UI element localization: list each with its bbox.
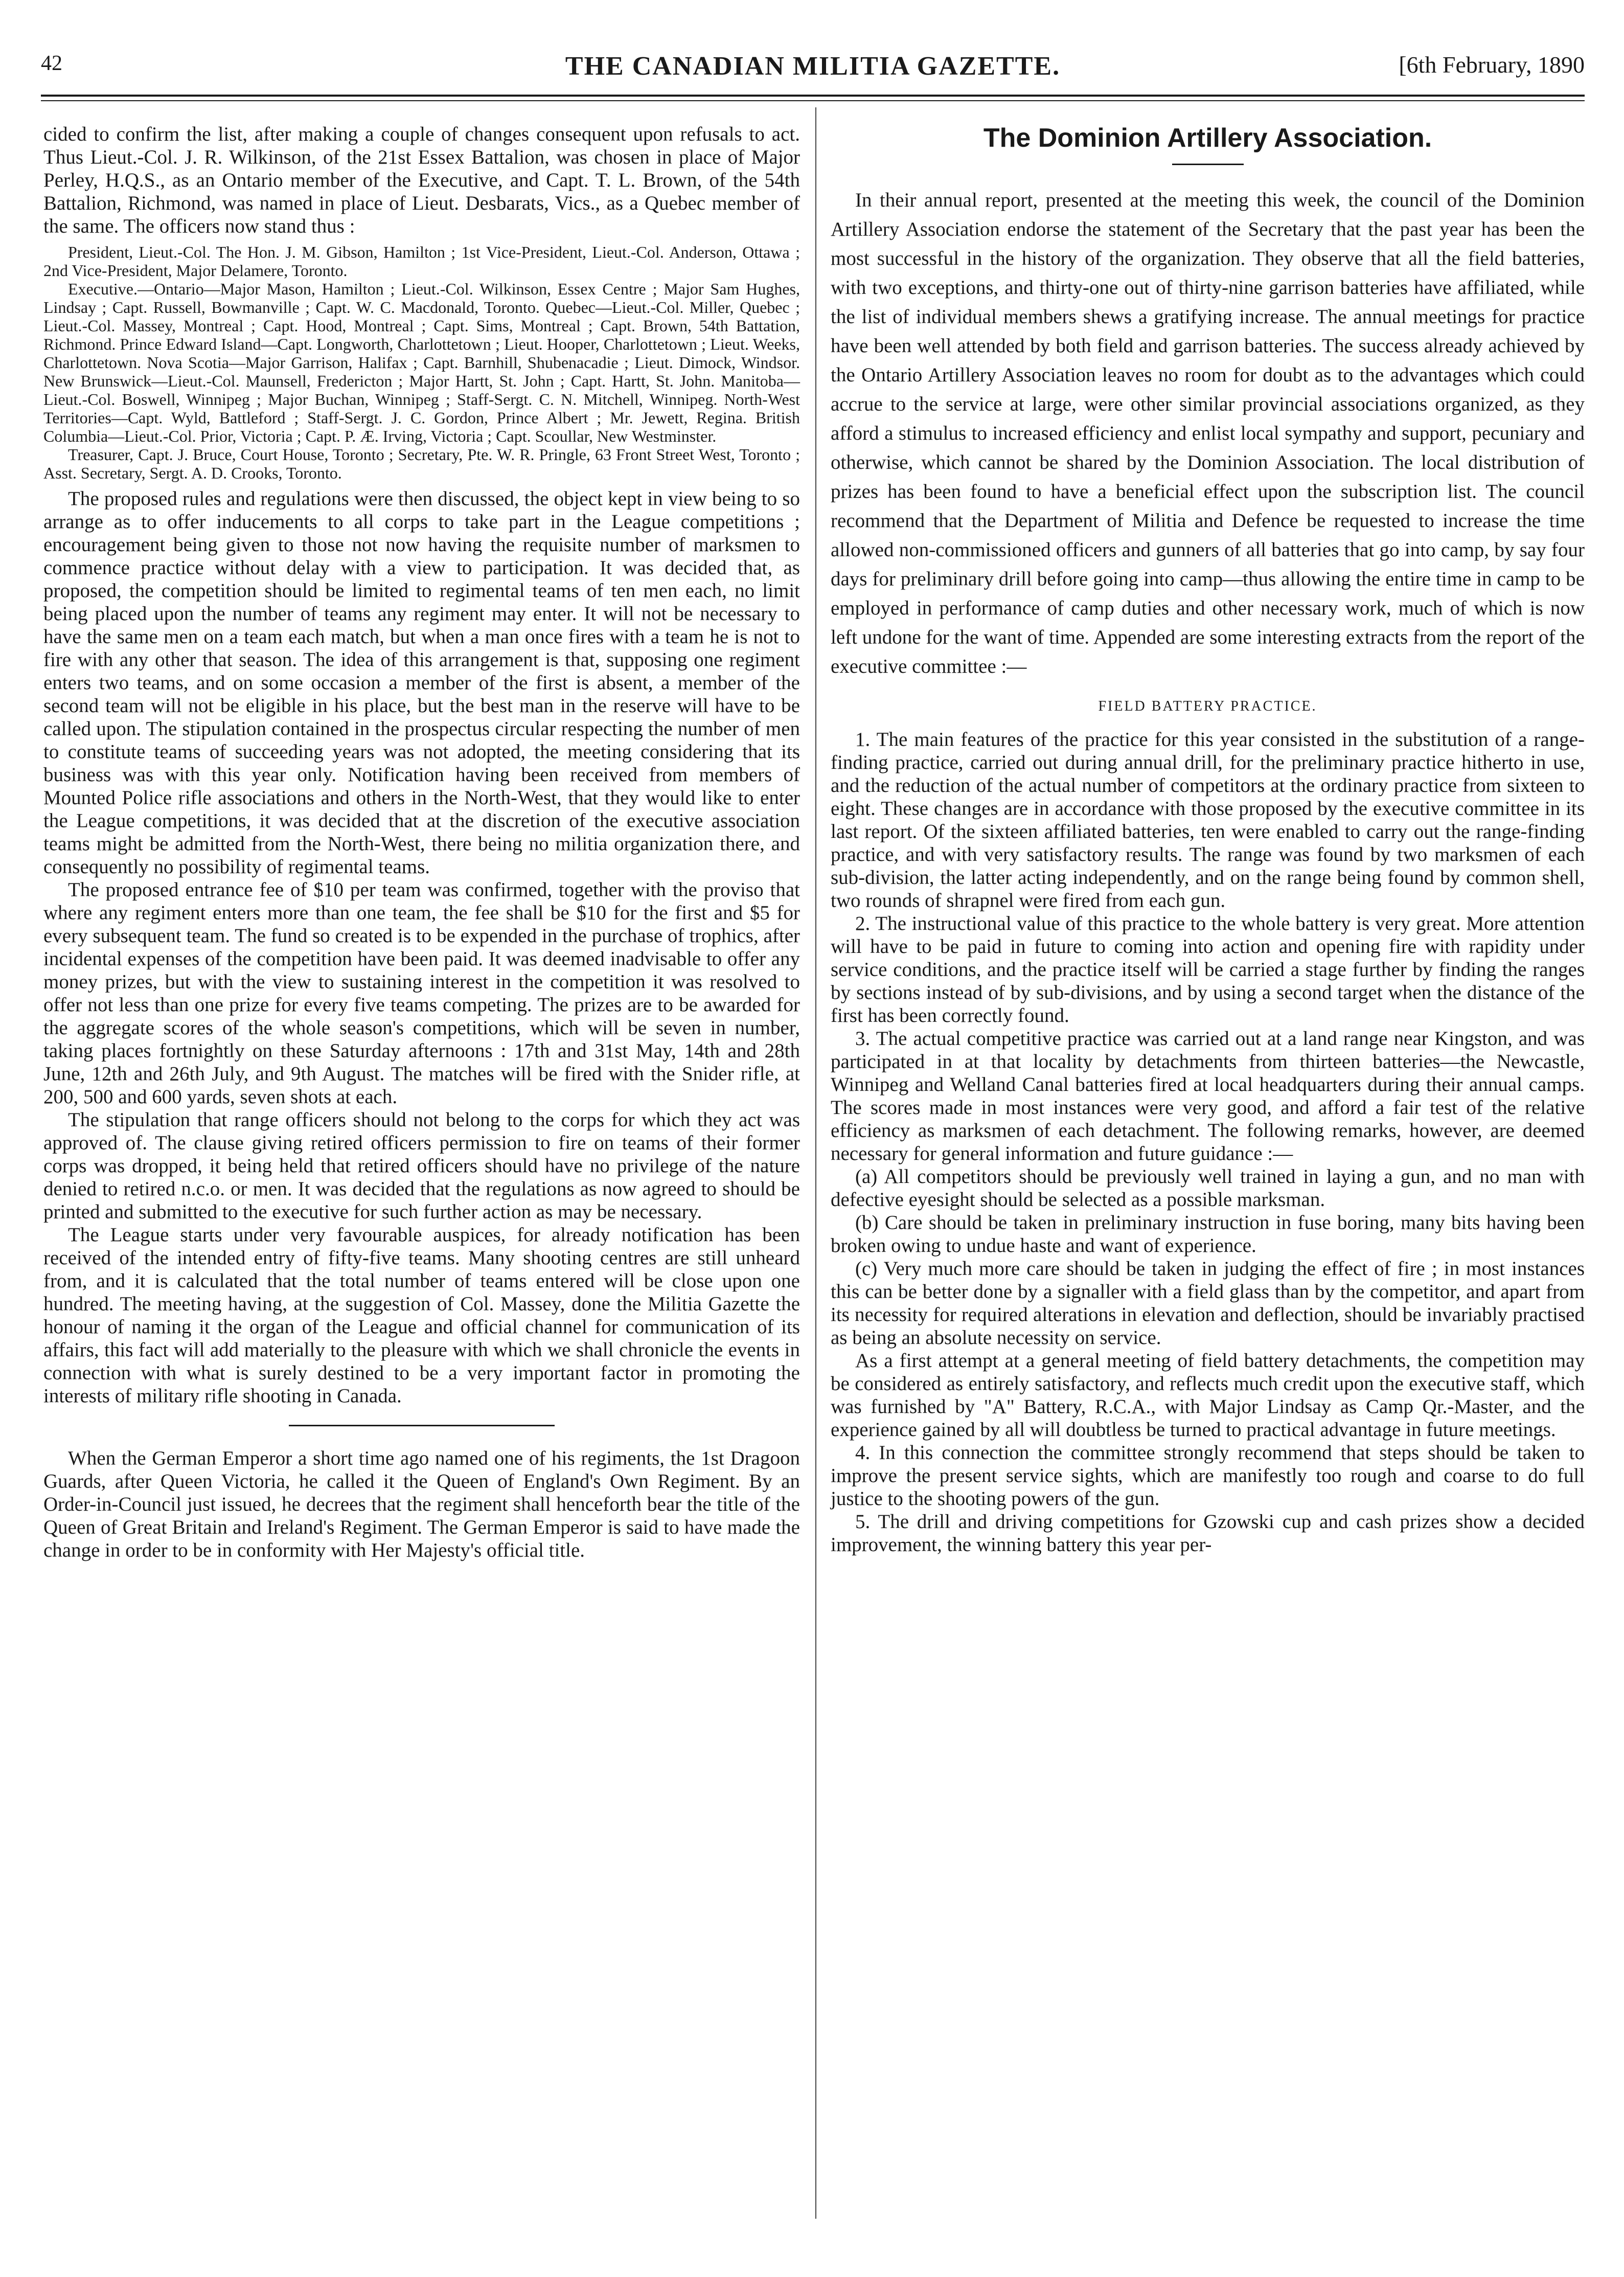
header-rule bbox=[41, 95, 1585, 97]
section-rule bbox=[289, 1425, 555, 1426]
paragraph: (b) Care should be taken in preliminary instruction in fuse boring, many bits having been broken owing to undue haste and want of experience. bbox=[831, 1212, 1585, 1257]
left-column bbox=[43, 123, 800, 1562]
paragraph: 4. In this connection the committee strongly recommend that steps should be taken to improve the present service sights, which are manifestly too rough and coarse to do full justice to the shooting powers of the gun. bbox=[831, 1442, 1585, 1510]
paragraph: (c) Very much more care should be taken in judging the effect of fire ; in most instances this can be better done by a signaller with a field glass than by the competitor, and apart from its necessity for required alterations in elevation and deflection, should be invariably practised as being an absolute necessity on service. bbox=[831, 1258, 1585, 1349]
subheading: FIELD BATTERY PRACTICE. bbox=[1098, 698, 1317, 714]
paragraph: (a) All competitors should be previously well trained in laying a gun, and no man with defective eyesight should be selected as a possible marksman. bbox=[831, 1166, 1585, 1211]
right-column bbox=[831, 123, 1585, 1556]
paragraph: cided to confirm the list, after making a couple of changes consequent upon refusals to act. Thus Lieut.-Col. J. R. Wilkinson, of the 21st Essex Battalion, was chosen in place of Major Perley, H.Q.S., as an Ontario member of the Executive, and Capt. T. L. Brown, of the 54th Battalion, Richmond, was named in place of Lieut. Desbarats, Vics., as a Quebec member of the same. The officers now stand thus : bbox=[43, 123, 800, 237]
paragraph: As a first attempt at a general meeting of field battery detachments, the competition may be considered as entirely satisfactory, and reflects much credit upon the executive staff, which was furnished by "A" Battery, R.C.A., with Major Lindsay as Camp Qr.-Master, and the experience gained by all will doubtless be turned to practical advantage in future meetings. bbox=[831, 1350, 1585, 1441]
masthead: THE CANADIAN MILITIA GAZETTE. bbox=[565, 52, 1061, 81]
paragraph: 5. The drill and driving competitions for Gzowski cup and cash prizes show a decided improvement, the winning battery this year per- bbox=[831, 1511, 1585, 1556]
paragraph: The League starts under very favourable auspices, for already notification has been received of the intended entry of fifty-five teams. Many shooting centres are still unheard from, and it is calculated that the total number of teams entered will be close upon one hundred. The meeting having, at the suggestion of Col. Massey, done the Militia Gazette the honour of naming it the organ of the League and official channel for communication of its affairs, this fact will add materially to the pleasure with which we shall chronicle the events in connection with what is surely destined to be a very important factor in promoting the interests of military rifle shooting in Canada. bbox=[43, 1224, 800, 1407]
article-title: The Dominion Artillery Association. bbox=[983, 123, 1432, 153]
paragraph: The proposed entrance fee of $10 per team was confirmed, together with the proviso that where any regiment enters more than one team, the fee shall be $10 for the first and $5 for every subsequent team. The fund so created is to be expended in the purchase of trophics, after incidental expenses of the competition have been paid. It was deemed inadvisable to offer any money prizes, but with the view to sustaining interest in the competition it was resolved to offer not less than one prize for every five teams competing. The prizes are to be awarded for the aggregate scores of the whole season's competitions, which will be seven in number, taking places fortnightly on these Saturday afternoons : 17th and 31st May, 14th and 28th June, 12th and 26th July, and 9th August. The matches will be fired with the Snider rifle, at 200, 500 and 600 yards, seven shots at each. bbox=[43, 879, 800, 1108]
paragraph: 2. The instructional value of this practice to the whole battery is very great. More attention will have to be paid in future to coming into action and opening fire with rapidity under service conditions, and the practice itself will be carried a stage further by finding the ranges by sections instead of by sub-divisions, and by using a second target when the distance of the first has been correctly found. bbox=[831, 913, 1585, 1027]
column-divider bbox=[815, 107, 816, 2219]
paragraph: The stipulation that range officers should not belong to the corps for which they act was approved of. The clause giving retired officers permission to fire on teams of their former corps was dropped, it being held that retired officers should have no privilege of the nature denied to retired n.c.o. or men. It was decided that the regulations as now agreed to should be printed and submitted to the executive for such further action as may be necessary. bbox=[43, 1109, 800, 1223]
paragraph: 3. The actual competitive practice was carried out at a land range near Kingston, and was participated in at that locality by detachments from thirteen batteries—the Newcastle, Winnipeg and Welland Canal batteries fired at local headquarters during their annual camps. The scores made in most instances were very good, and afford a fair test of the relative efficiency as marksmen of each detachment. The following remarks, however, are deemed necessary for general information and future guidance :— bbox=[831, 1028, 1585, 1165]
page-number: 42 bbox=[41, 52, 62, 75]
officers-list: Treasurer, Capt. J. Bruce, Court House, Toronto ; Secretary, Pte. W. R. Pringle, 63 Front Street West, Toronto ; Asst. Secretary, Sergt. A. D. Crooks, Toronto. bbox=[43, 445, 800, 482]
officers-list: President, Lieut.-Col. The Hon. J. M. Gibson, Hamilton ; 1st Vice-President, Lieut.-Col. Anderson, Ottawa ; 2nd Vice-President, Major Delamere, Toronto. bbox=[43, 243, 800, 280]
officers-list: Executive.—Ontario—Major Mason, Hamilton ; Lieut.-Col. Wilkinson, Essex Centre ; Major Sam Hughes, Lindsay ; Capt. Russell, Bowmanville ; Capt. W. C. Macdonald, Toronto. Quebec—Lieut.-Col. Miller, Quebec ; Lieut.-Col. Massey, Montreal ; Capt. Hood, Montreal ; Capt. Sims, Montreal ; Capt. Brown, 54th Battation, Richmond. Prince Edward Island—Capt. Longworth, Charlottetown ; Lieut. Hooper, Charlottetown ; Lieut. Weeks, Charlottetown. Nova Scotia—Major Garrison, Halifax ; Capt. Barnhill, Shubenacadie ; Lieut. Dimock, Windsor. New Brunswick—Lieut.-Col. Maunsell, Fredericton ; Major Hartt, St. John ; Capt. Hartt, St. John. Manitoba—Lieut.-Col. Boswell, Winnipeg ; Major Buchan, Winnipeg ; Staff-Sergt. C. N. Mitchell, Winnipeg. North-West Territories—Capt. Wyld, Battleford ; Staff-Sergt. J. C. Gordon, Prince Albert ; Mr. Jewett, Regina. British Columbia—Lieut.-Col. Prior, Victoria ; Capt. P. Æ. Irving, Victoria ; Capt. Scoullar, New Westminster. bbox=[43, 280, 800, 445]
page-header bbox=[41, 51, 1585, 87]
paragraph: 1. The main features of the practice for this year consisted in the substitution of a range-finding practice, carried out during annual drill, for the preliminary practice hitherto in use, and the reduction of the actual number of competitors at the ordinary practice from sixteen to eight. These changes are in accordance with those proposed by the executive committee in its last report. Of the sixteen affiliated batteries, ten were enabled to carry out the range-finding practice, and with very satisfactory results. The range was found by two marksmen of each sub-division, the latter acting independently, and on the range being found by common shell, two rounds of shrapnel were fired from each gun. bbox=[831, 728, 1585, 912]
issue-date: [6th February, 1890 bbox=[1399, 52, 1585, 78]
paragraph: In their annual report, presented at the meeting this week, the council of the Dominion Artillery Association endorse the statement of the Secretary that the past year has been the most successful in the history of the organization. They observe that all the field batteries, with two exceptions, and thirty-one out of thirty-nine garrison batteries have affiliated, while the list of individual members shews a gratifying increase. The annual meetings for practice have been well attended by both field and garrison batteries. The success already achieved by the Ontario Artillery Association leaves no room for doubt as to the advantages which could accrue to the service at large, were other similar provincial associations organized, as they afford a stimulus to increased efficiency and enlist local sympathy and support, pecuniary and otherwise, which cannot be shared by the Dominion Association. The local distribution of prizes has been found to have a beneficial effect upon the subscription list. The council recommend that the Department of Militia and Defence be requested to increase the time allowed non-commissioned officers and gunners of all batteries that go into camp, by say four days for preliminary drill before going into camp—thus allowing the entire time in camp to be employed in performance of camp duties and other necessary work, much of which is now left undone for the want of time. Appended are some interesting extracts from the report of the executive committee :— bbox=[831, 189, 1585, 677]
paragraph: When the German Emperor a short time ago named one of his regiments, the 1st Dragoon Guards, after Queen Victoria, he called it the Queen of England's Own Regiment. By an Order-in-Council just issued, he decrees that the regiment shall henceforth bear the title of the Queen of Great Britain and Ireland's Regiment. The German Emperor is said to have made the change in order to be in conformity with Her Majesty's official title. bbox=[43, 1447, 800, 1561]
paragraph: The proposed rules and regulations were then discussed, the object kept in view being to so arrange as to offer inducements to all corps to take part in the League competitions ; encouragement being given to those not now having the requisite number of marksmen to commence practice without delay with a view to participation. It was decided that, as proposed, the competition should be limited to regimental teams of ten men each, no limit being placed upon the number of teams any regiment may enter. It will not be necessary to have the same men on a team each match, but when a man once fires with a team he is not to fire with any other that season. The idea of this arrangement is that, supposing one regiment enters two teams, and on some occasion a member of the first is absent, a member of the second team will not be eligible in his place, but the best man in the reserve will have to be called upon. The stipulation contained in the prospectus circular respecting the number of men to constitute teams of succeeding years was not adopted, the meeting considering that its business was with this year only. Notification having been received from members of Mounted Police rifle associations and others in the North-West, that they would like to enter the League competitions, it was decided that at the discretion of the executive association teams might be admitted from the North-West, there being no militia organization there, and consequently no possibility of regimental teams. bbox=[43, 488, 800, 878]
title-rule bbox=[1172, 164, 1244, 165]
header-rule-thin bbox=[41, 100, 1585, 101]
